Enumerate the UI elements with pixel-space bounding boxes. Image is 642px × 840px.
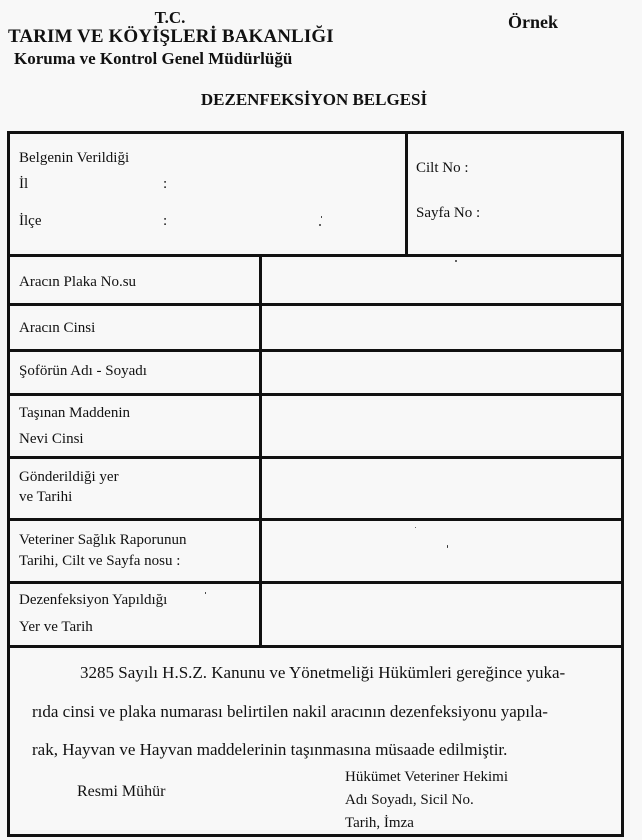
statement-line-2: rıda cinsi ve plaka numarası belirtilen nakil aracının dezenfeksiyonu yapıla-	[32, 702, 548, 721]
row-label-destination-line2: ve Tarihi	[19, 489, 73, 505]
row-label-plate: Aracın Plaka No.su	[19, 274, 137, 290]
row-label-vet-report-line1: Veteriner Sağlık Raporunun	[19, 532, 187, 548]
header-tc: T.C.	[154, 8, 186, 27]
official-seal-label: Resmi Mühür	[77, 783, 166, 800]
province-label: İl	[19, 176, 29, 192]
date-signature-label: Tarih, İmza	[345, 815, 414, 831]
page-field[interactable]	[496, 201, 611, 225]
divider-vertical-rows	[259, 255, 262, 647]
statement-line-1: 3285 Sayılı H.S.Z. Kanunu ve Yönetmeliği Hükümleri gereğince yuka-	[80, 663, 566, 682]
row-label-vehicle-type: Aracın Cinsi	[19, 320, 96, 336]
document-title: DEZENFEKSİYON BELGESİ	[200, 90, 428, 109]
driver-name-field[interactable]	[263, 352, 619, 393]
vet-report-field[interactable]	[263, 521, 619, 581]
volume-field[interactable]	[486, 156, 611, 180]
sample-label: Örnek	[508, 12, 559, 32]
district-field[interactable]	[175, 209, 395, 233]
destination-date-field[interactable]	[263, 459, 619, 518]
row-label-disinfection-line2: Yer ve Tarih	[19, 619, 93, 635]
district-label: İlçe	[19, 213, 42, 229]
volume-label: Cilt No :	[416, 160, 469, 176]
vehicle-type-field[interactable]	[263, 306, 619, 349]
page-label: Sayfa No :	[416, 205, 481, 221]
disinfection-place-date-field[interactable]	[263, 584, 619, 645]
header-directorate: Koruma ve Kontrol Genel Müdürlüğü	[14, 49, 293, 68]
cargo-type-field[interactable]	[263, 396, 619, 456]
header-ministry: TARIM VE KÖYİŞLERİ BAKANLIĞI	[8, 26, 334, 47]
district-colon: :	[163, 213, 168, 229]
signature-area[interactable]	[480, 774, 610, 829]
disinfection-form	[7, 131, 624, 837]
province-colon: :	[163, 176, 168, 192]
plate-number-field[interactable]	[263, 258, 619, 303]
scan-speck	[415, 527, 416, 528]
name-registry-label: Adı Soyadı, Sicil No.	[345, 792, 474, 808]
scan-speck	[447, 545, 448, 548]
row-label-vet-report-line2: Tarihi, Cilt ve Sayfa nosu :	[19, 553, 181, 569]
scan-speck	[205, 592, 206, 594]
row-label-cargo-line1: Taşınan Maddenin	[19, 405, 131, 421]
row-label-driver: Şoförün Adı - Soyadı	[19, 363, 147, 379]
divider-row-7	[10, 645, 621, 648]
statement-line-3: rak, Hayvan ve Hayvan maddelerinin taşınmasına müsaade edilmiştir.	[32, 740, 508, 759]
province-field[interactable]	[175, 172, 395, 196]
row-label-cargo-line2: Nevi Cinsi	[19, 431, 84, 447]
row-label-disinfection-line1: Dezenfeksiyon Yapıldığı	[19, 592, 168, 608]
official-vet-title: Hükümet Veteriner Hekimi	[345, 769, 509, 785]
divider-row-0	[10, 254, 621, 257]
issue-block-title: Belgenin Verildiği	[19, 150, 130, 166]
scan-speck	[455, 260, 457, 262]
scan-speck	[319, 224, 321, 226]
scan-speck	[321, 216, 322, 218]
row-label-destination-line1: Gönderildiği yer	[19, 469, 119, 485]
divider-vertical-top	[405, 134, 408, 255]
